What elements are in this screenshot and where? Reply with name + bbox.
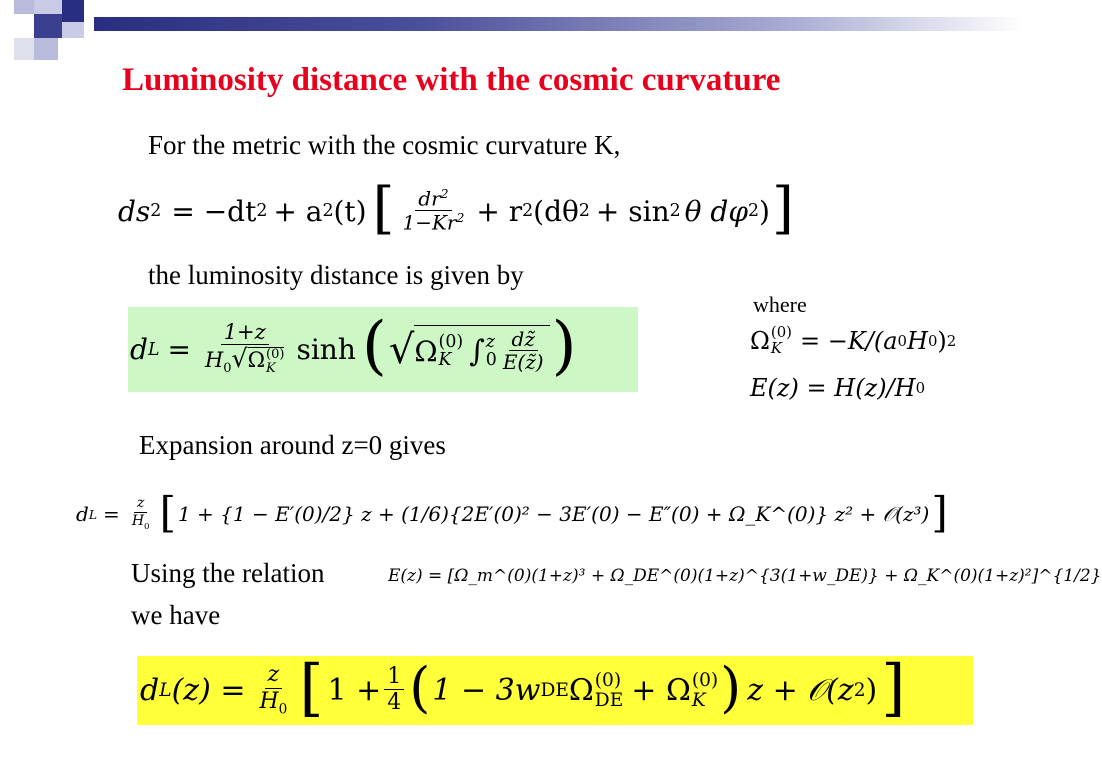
eq-dL-int-sup: z xyxy=(485,331,495,352)
eq-final-omega-sup: (0) xyxy=(594,669,622,691)
eq-dL-int-num: dz̃ xyxy=(509,328,538,351)
decor-square xyxy=(34,14,62,38)
eq-final-omega-k-sup: (0) xyxy=(691,669,719,691)
decor-square xyxy=(62,0,84,22)
eq-dL-int-den: E(z̃) xyxy=(502,350,544,374)
eq-metric-ds: ds xyxy=(118,194,151,228)
eq-final-lhs-sub: L xyxy=(159,680,172,701)
eq-metric-rhs1: = −dt xyxy=(171,194,257,228)
eq-metric-rest2: (dθ xyxy=(533,194,579,228)
eq-final-part1: 1 + xyxy=(327,673,382,708)
decor-square xyxy=(62,22,84,38)
eq-final-omega-sub-de: DE xyxy=(594,689,624,711)
eq-final-tail-close: ) xyxy=(865,673,878,708)
eq-dL-sinh: sinh xyxy=(296,333,356,366)
decor-square xyxy=(14,38,34,60)
eq-metric-rhs2: + a xyxy=(273,194,323,228)
eq-where-omega-sup: (0) xyxy=(770,323,792,341)
eq-expansion-body: 1 + {1 − E′(0)/2} z + (1/6){2E′(0)² − 3E′(0) − E″(0) + Ω_K^(0)} z² + 𝒪(z³) xyxy=(177,502,930,526)
eq-metric-rest: + r xyxy=(476,194,523,228)
where-label: where xyxy=(753,292,807,317)
eq-dL-int-sub: 0 xyxy=(485,350,497,370)
eq-final-tail: z + 𝒪(z xyxy=(747,673,854,708)
we-have-text: we have xyxy=(131,600,221,630)
eq-final-plus: + Ω xyxy=(631,673,691,708)
eq-dL-den-omega: Ω xyxy=(247,348,266,373)
eq-dL-omega-sup: (0) xyxy=(438,331,464,352)
eq-where-line1b: H xyxy=(907,326,928,355)
eq-metric-rest3: + sin xyxy=(595,194,670,228)
metric-equation: ds 2 = −dt 2 + a 2 (t) [ $\frac{dr^2}{1-Kr^2}$ + r 2 (dθ 2 + sin 2 θ dφ 2 ) ] xyxy=(118,175,794,241)
eq-final-frac-num: z xyxy=(265,663,283,688)
decor-square xyxy=(34,0,62,14)
eq-dL-num: 1+z xyxy=(221,321,269,345)
relation-text: Using the relation xyxy=(131,558,325,588)
eq-final-q-den: 4 xyxy=(387,690,402,716)
eq-final-frac-den-sub: 0 xyxy=(278,700,288,717)
decor-square xyxy=(34,38,58,60)
intro-text: For the metric with the cosmic curvature K, xyxy=(148,130,621,160)
eq-dL-den-omega-sup: (0) xyxy=(266,347,285,363)
decor-square xyxy=(14,14,34,38)
eq-where-line1: = −K/(a xyxy=(799,326,898,355)
eq-final-lhs: d xyxy=(140,673,160,708)
slide-title: Luminosity distance with the cosmic curvature xyxy=(122,62,781,98)
eq-dL-omega-sub: K xyxy=(438,350,452,370)
expansion-equation: d L = $\frac{z}{H_0}$ [ 1 + {1 − E′(0)/2} z + (1/6){2E′(0)² − 3E′(0) − E″(0) + Ω_K^(0)} z² + 𝒪(z³) ] xyxy=(76,487,948,537)
eq-dL-den-omega-sub: K xyxy=(266,360,276,376)
eq-final-omega: Ω xyxy=(568,673,594,708)
eq-final-q-num: 1 xyxy=(384,665,404,690)
expansion-text: Expansion around z=0 gives xyxy=(139,430,446,460)
final-equation: d L (z) = $\frac{z}{H_0}$ [ 1 + $\frac{1}{4}$ ( 1 − 3w DE Ω (0) DE + Ω (0) K ) z + 𝒪(z 2 ) ] xyxy=(140,651,906,724)
title-bar-decoration xyxy=(94,17,1024,31)
eq-where-line2: E(z) = H(z)/H xyxy=(750,374,916,402)
eq-metric-den: 1−Kr xyxy=(402,210,457,235)
eq-where-omega-sub: K xyxy=(770,338,783,357)
eq-final-omega-sub-k: K xyxy=(691,689,706,711)
eq-metric-close: ) xyxy=(759,194,770,228)
eq-final-lhs-arg: (z) = xyxy=(171,673,246,708)
eq-dL-den-h: H xyxy=(204,348,224,373)
eq-final-part2: 1 − 3w xyxy=(432,673,541,708)
eq-metric-t: (t) xyxy=(333,194,367,228)
luminosity-text: the luminosity distance is given by xyxy=(148,260,524,290)
eq-dL-den-h-sub: 0 xyxy=(223,361,232,377)
eq-metric-num: dr xyxy=(418,187,441,211)
eq-where-line1c: ) xyxy=(937,326,947,355)
E-definition: E(z) = H(z)/H 0 xyxy=(750,374,926,402)
eq-dL-omega: Ω xyxy=(414,334,438,368)
eq-dL-lhs-sub: L xyxy=(147,339,160,360)
relation-equation xyxy=(388,553,1102,599)
omega-k-definition: Ω (0) K = −K/(a 0 H 0 ) 2 xyxy=(750,323,957,357)
eq-final-wsub: DE xyxy=(540,680,569,701)
eq-dL-lhs: d xyxy=(130,333,148,366)
eq-where-omega: Ω xyxy=(750,326,770,355)
eq-final-frac-den: H xyxy=(259,688,279,714)
eq-metric-rest4: θ dφ xyxy=(684,194,748,228)
dL-equation: d L = 1+z $H_0√\Omega$ (0) K sinh ( √ Ω (0) K ∫ z 0 $\frac{dz̃}{E(z̃)}$ ) xyxy=(130,308,577,383)
eq-relation-body: E(z) = [Ω_m^(0)(1+z)³ + Ω_DE^(0)(1+z)^{3(1+w_DE)} + Ω_K^(0)(1+z)²]^{1/2} xyxy=(388,566,1102,586)
